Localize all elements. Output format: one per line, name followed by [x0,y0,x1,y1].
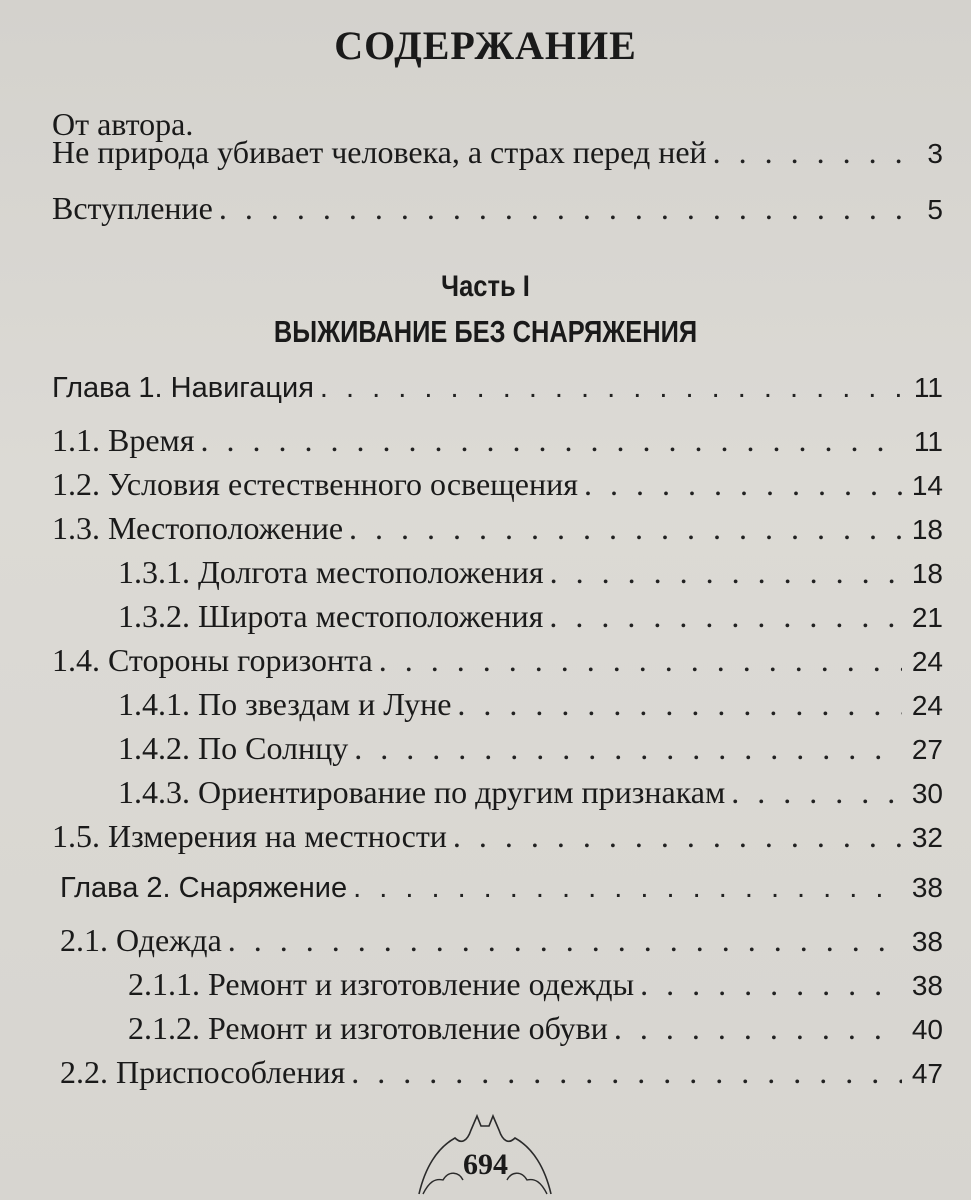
toc-section-label: 1.4.3. Ориентирование по другим признакам [118,774,726,810]
toc-section-2-1-1[interactable] [128,962,943,1006]
toc-chapter-label: Глава 2. Снаряжение [60,872,348,904]
toc-entry-label: Вступление [52,190,213,226]
toc-page-number: 40 [911,1014,943,1045]
toc-page-number: 38 [911,926,943,957]
leader-dots [320,366,904,410]
leader-dots [457,682,901,726]
toc-page-number: 18 [911,558,943,589]
leader-dots [550,550,902,594]
toc-section-1-3[interactable] [52,506,943,550]
toc-section-1-5[interactable] [52,814,943,858]
toc-section-label: 2.1.1. Ремонт и изготовление одежды [128,966,635,1002]
toc-page-number: 3 [927,138,943,169]
toc-page-number: 47 [911,1058,943,1089]
toc-page-number: 24 [911,646,943,677]
leader-dots [614,1006,902,1050]
toc-section-1-4-3[interactable] [118,770,943,814]
toc-section-label: 2.2. Приспособления [60,1054,346,1090]
toc-page-number: 24 [911,690,943,721]
toc-entry-preface[interactable] [52,130,943,174]
toc-section-label: 1.4. Стороны горизонта [52,642,373,678]
toc-page-number: 18 [911,514,943,545]
toc-chapter-label: Глава 1. Навигация [52,372,314,404]
toc-chapter-1[interactable] [52,366,943,410]
leader-dots [584,462,902,506]
page-title: СОДЕРЖАНИЕ [334,23,637,68]
toc-page-number: 32 [911,822,943,853]
leader-dots [349,506,902,550]
toc-section-label: 1.3. Местоположение [52,510,344,546]
leader-dots [453,814,902,858]
toc-section-label: 1.5. Измерения на местности [52,818,447,854]
leader-dots [640,962,902,1006]
leader-dots [351,1050,902,1094]
toc-section-1-1[interactable] [52,418,943,462]
toc-section-label: 2.1.2. Ремонт и изготовление обуви [128,1010,608,1046]
leader-dots [353,866,902,910]
toc-page-number: 27 [911,734,943,765]
toc-section-label: 1.3.1. Долгота местоположения [118,554,544,590]
toc-page-number: 5 [927,194,943,225]
toc-section-label: 1.4.1. По звездам и Луне [118,686,452,722]
toc-page-number: 14 [911,470,943,501]
toc-page-number: 30 [911,778,943,809]
leader-dots [219,186,918,230]
toc-section-label: 1.2. Условия естественного освещения [52,466,578,502]
toc-entry-introduction[interactable] [52,186,943,230]
toc-section-1-4[interactable] [52,638,943,682]
toc-from-author: От автора. [52,106,194,142]
toc-section-label: 1.1. Время [52,422,195,458]
toc-page-number: 11 [913,426,943,457]
page-number: 694 [463,1148,508,1181]
toc-section-2-1-2[interactable] [128,1006,943,1050]
toc-section-1-3-2[interactable] [118,594,943,638]
toc-section-1-4-2[interactable] [118,726,943,770]
toc-chapter-2[interactable] [60,866,943,910]
leader-dots [228,918,902,962]
toc-entry-label: Не природа убивает человека, а страх перед ней [52,134,707,170]
leader-dots [713,130,918,174]
leader-dots [354,726,902,770]
leader-dots [731,770,902,814]
toc-section-label: 1.4.2. По Солнцу [118,730,349,766]
toc-section-1-2[interactable] [52,462,943,506]
toc-section-1-4-1[interactable] [118,682,943,726]
toc-section-1-3-1[interactable] [118,550,943,594]
part-title: ВЫЖИВАНИЕ БЕЗ СНАРЯЖЕНИЯ [273,314,698,349]
leader-dots [379,638,902,682]
toc-page-number: 21 [911,602,943,633]
part-label: Часть I [441,270,530,303]
toc-section-label: 1.3.2. Широта местоположения [118,598,544,634]
toc-page-number: 38 [911,872,943,903]
toc-page-number: 38 [911,970,943,1001]
toc-section-label: 2.1. Одежда [60,922,222,958]
leader-dots [201,418,904,462]
toc-section-2-2[interactable] [60,1050,943,1094]
toc-section-2-1[interactable] [60,918,943,962]
leader-dots [549,594,902,638]
toc-page-number: 11 [913,372,943,403]
